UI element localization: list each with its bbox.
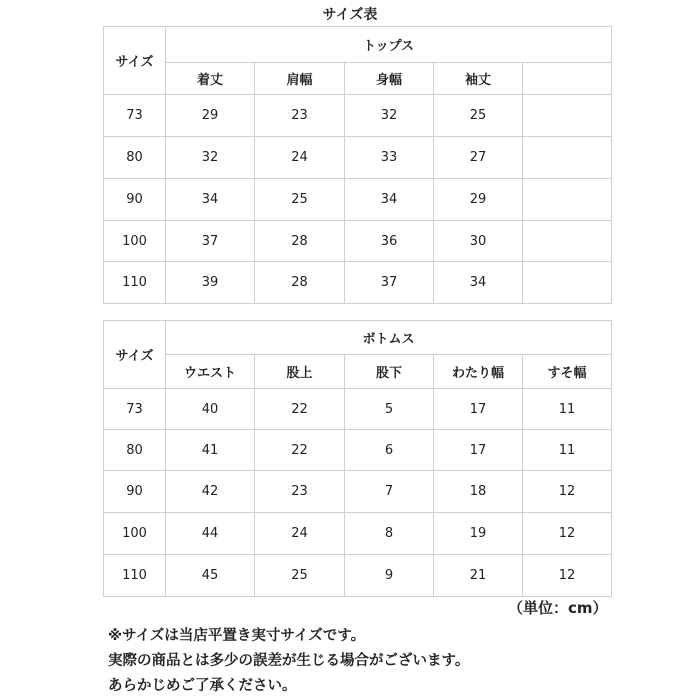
value-cell: 29 [434,179,523,221]
value-cell: 22 [255,430,345,471]
unit-label: （単位：cm） [508,599,608,617]
note-line: ※サイズは当店平置き実寸サイズです。 [108,628,366,644]
value-cell: 24 [255,137,345,179]
size-header: サイズ [104,27,166,95]
size-cell: 90 [104,179,166,221]
value-cell: 22 [255,389,345,430]
value-cell [523,221,612,262]
table-row [104,471,612,513]
value-cell: 25 [255,555,345,597]
size-cell: 110 [104,262,166,304]
size-cell: 80 [104,137,166,179]
table-row [104,389,612,430]
size-cell: 100 [104,513,166,555]
table-column-row [104,63,612,95]
table-row [104,95,612,137]
value-cell: 41 [166,430,255,471]
value-cell: 17 [434,389,523,430]
column-header: わたり幅 [434,355,523,389]
column-header: すそ幅 [523,355,612,389]
table-row [104,221,612,262]
value-cell: 8 [345,513,434,555]
table-row [104,137,612,179]
column-header: 股上 [255,355,345,389]
column-header: 身幅 [345,63,434,95]
table-column-row [104,355,612,389]
value-cell: 23 [255,471,345,513]
value-cell: 28 [255,262,345,304]
value-cell [523,179,612,221]
table-row [104,430,612,471]
group-header: ボトムス [166,321,612,355]
table-row [104,555,612,597]
value-cell: 5 [345,389,434,430]
value-cell: 34 [345,179,434,221]
size-cell: 110 [104,555,166,597]
value-cell: 27 [434,137,523,179]
value-cell: 12 [523,513,612,555]
table-row [104,262,612,304]
value-cell: 17 [434,430,523,471]
value-cell: 32 [345,95,434,137]
table-header-row [104,321,612,355]
value-cell [523,95,612,137]
value-cell: 36 [345,221,434,262]
value-cell: 7 [345,471,434,513]
value-cell: 45 [166,555,255,597]
column-header: 着丈 [166,63,255,95]
value-cell: 42 [166,471,255,513]
value-cell: 33 [345,137,434,179]
value-cell: 29 [166,95,255,137]
page-title: サイズ表 [322,7,378,23]
value-cell: 34 [166,179,255,221]
value-cell: 40 [166,389,255,430]
size-cell: 100 [104,221,166,262]
column-header [523,63,612,95]
value-cell: 24 [255,513,345,555]
size-cell: 80 [104,430,166,471]
note-line: 実際の商品とは多少の誤差が生じる場合がございます。 [108,653,470,669]
size-cell: 90 [104,471,166,513]
group-header: トップス [166,27,612,63]
value-cell: 9 [345,555,434,597]
size-cell: 73 [104,389,166,430]
note-line: あらかじめご了承ください。 [108,678,297,694]
value-cell: 44 [166,513,255,555]
value-cell: 28 [255,221,345,262]
size-cell: 73 [104,95,166,137]
value-cell: 11 [523,430,612,471]
value-cell: 12 [523,555,612,597]
table-row [104,179,612,221]
table-row [104,513,612,555]
value-cell: 11 [523,389,612,430]
column-header: ウエスト [166,355,255,389]
value-cell: 25 [255,179,345,221]
tops-size-table [103,26,612,304]
column-header: 股下 [345,355,434,389]
value-cell: 23 [255,95,345,137]
value-cell: 12 [523,471,612,513]
column-header: 袖丈 [434,63,523,95]
value-cell: 30 [434,221,523,262]
value-cell [523,137,612,179]
value-cell: 32 [166,137,255,179]
bottoms-size-table [103,320,612,597]
value-cell: 6 [345,430,434,471]
value-cell: 21 [434,555,523,597]
value-cell [523,262,612,304]
notes [108,624,688,699]
value-cell: 19 [434,513,523,555]
value-cell: 34 [434,262,523,304]
value-cell: 37 [345,262,434,304]
value-cell: 18 [434,471,523,513]
value-cell: 39 [166,262,255,304]
size-header: サイズ [104,321,166,389]
table-header-row [104,27,612,63]
column-header: 肩幅 [255,63,345,95]
value-cell: 25 [434,95,523,137]
value-cell: 37 [166,221,255,262]
